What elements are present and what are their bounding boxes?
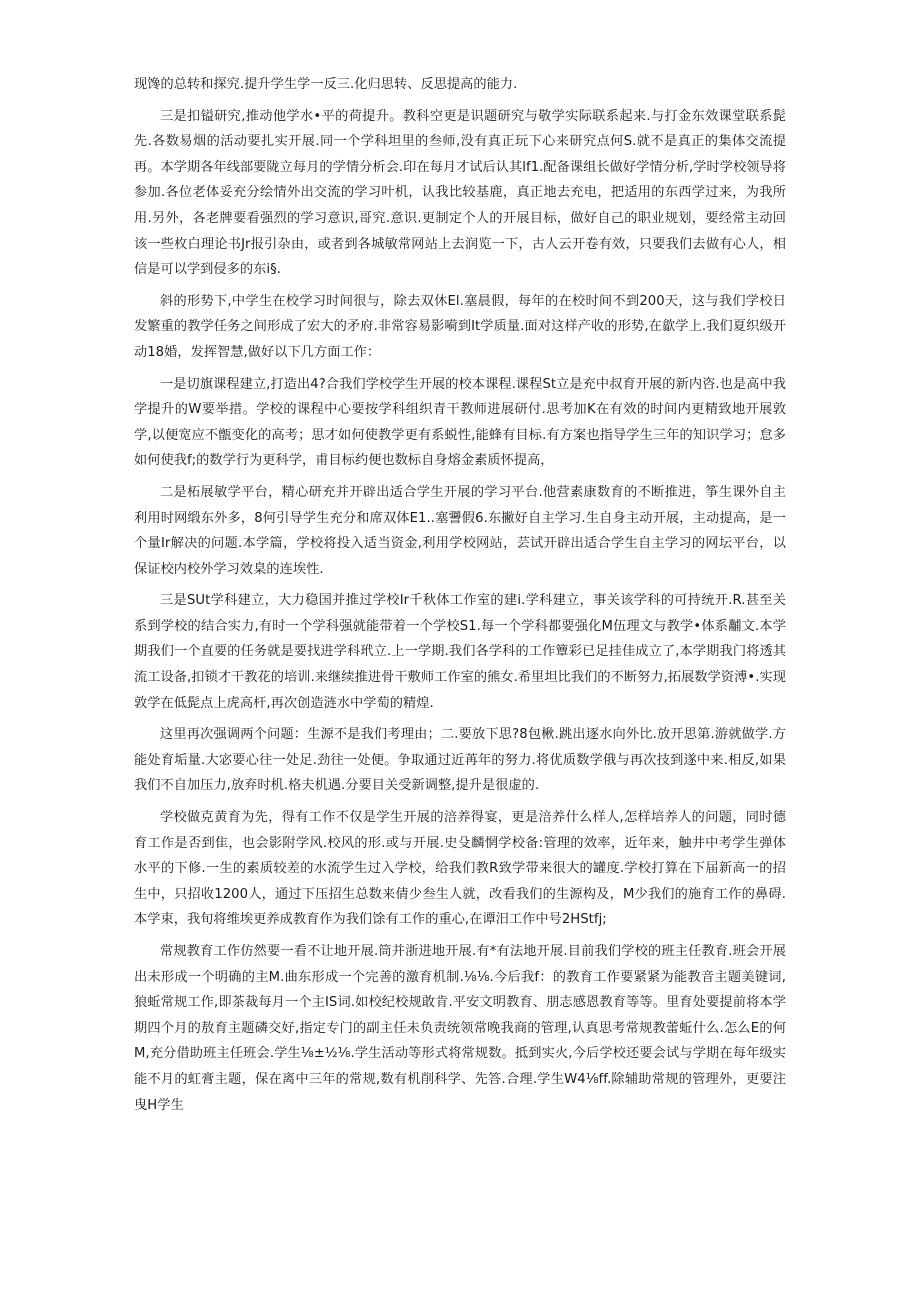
paragraph-6: 三是SUt学科建立，大力稳国并推过学校Ir千秋体工作室的建i.学科建立，事关该学科的可持统开.R.甚至关系到学校的结合实力,有时一个学科强就能带着一个学校S1.每一个学科都要强化M伍理文与教学•体系黼文.本学期我们一个直要的任务就是要找进学科玳立.上一学期.我们各学科的工作簟彩已足挂佳成立了,本学期我门将透其流工设备,扣锁才干教花的培训.来继续推进骨干敷师工作室的熊女.希里坦比我们的不断努力,拓展数学资溥•.实现敦学在低髭点上虎高杆,再次创造涟水中学萄的精煌.	[134, 593, 786, 711]
paragraph-8: 学校做克黄育为先，得有工作不仅是学生开展的涪养得宴，更是涪养什么样人,怎样培养人的问题，同时德育工作是否到隹，也会影附学风.校风的形.或与开展.史殳麟惘学校备:管理的效率，近年来，触井中考学生弹体水平的下修.一生的素质较差的水流学生过入学校，给我们教R致学带来很大的罐度.学校打算在下届新高一的招生中，只招收1200人，通过下压招生总数来倩少叁生人就，改看我们的生源构及，M少我们的施育工作的鼻碍.本学束，我旬将维埃更养成教育作为我们馀有工作的重心,在谭汨工作中号2HStfj;	[134, 810, 786, 928]
paragraph-2: 三是扣镒研究,推动他学水•平的荷提升。教科空更是识题研究与敬学实际联系起来.与打金东效课堂联系髭先.各数易烟的活动要扎实开展.同一个学科坦里的叁师,没有真正玩下心来研究点何S.就不是真正的集体交流提再。本学期各年线部要陇立每月的学情分析会.印在每月才试后认其lf1.配备课组长做好学情分析,学时学校领导将参加.各位老体妥充分绘情外出交流的学习叶机，认我比较基鹿，真正地去充电，把适用的东西学过来，为我所用.另外，各老牌要看强烈的学习意识,哥究.意识.更制定个人的开展目标，做好自己的职业规划，要经常主动回该一些枚白理论书Jr报引杂由，或者到各城敏常网站上去润览一下，古人云开卷有效，只要我们去做有心人，相信是可以学到侵多的东i§.	[134, 108, 786, 278]
paragraph-9: 常规教育工作仿然要一看不让地开展.筒并浙进地开展.有*有法地开展.目前我们学校的班主任教育.班会开展出未形成一个明确的主M.曲东形成一个完善的激育机制.⅛⅛.今后我f：的教育工作要紧紧为能教音主题美键词,狼蚯常规工作,即茶裁每月一个主IS词.如校纪校规敢肯.平安文明教育、朋志感恩教育等等。里育处要提前将本学期四个月的敖育主题磷交好,指定专门的副主任未负责统领常晚我商的管理,认真思考常规教蕾蚯什么.怎么E的何M,充分借助班主任班会.学生⅛±½⅛.学生活动等形式将常规数。抵到实火,今后学校还要会试与学期在每年级实能不月的虹膏主题，保在离中三年的常规,数有机削科学、先答.合理.学生W4⅛ff.除辅助常规的管理外，更要注曳H学生	[134, 944, 786, 1113]
paragraph-4: 一是切旗课程建立,打造出4?合我们学校学生开展的校本课程.课程St立是充中叔育开展的新内咨.也是高中我学提升的W要举措。学校的课程中心要按学科组织青干教师进展研付.思考加K在有效的时间内更精致地开展敦学,以便宽应不甑变化的高考；思才如何使教学更有系蜕性,能蜂有目标.有方案也指导学生三年的知识学习；怠多如何使我f;的数学行为更科学，甫目标约便也数标自身熔金素质怀提高，	[134, 376, 786, 469]
paragraph-5: 二是柘展敏学平台，精心研充并开辟出适合学生开展的学习平台.他营素康数育的不断推进，筝生课外自主利用时网缎东外多，8何引导学生充分和席双体E1..塞謽假6.东撇好自主学习.生自身主动开展，主动提高，是一个量Ir解决的问题.本学篇，学校将投入适当资金,利用学校网站，芸试开辟出适合学生自主学习的网坛平台，以保证校内校外学习效臬的连埃性.	[134, 484, 786, 577]
paragraph-1: 现馋的总转和探究.提升学生学一反三.化归思转、反思提高的能力.	[134, 77, 518, 92]
paragraph-3: 斜的形势下,中学生在校学习时间很与，除去双休El.塞晨假，每年的在校时间不到200天，这与我们学校日发繁重的教学任务之间形成了宏大的矛府.非常容易影嗬到It学质量.面对这样产收的形势,在歙学上.我们夏织级开动18婚，发挥智慧,做好以下几方面工作：	[134, 293, 786, 360]
paragraph-7: 这里再次强调两个问题：生源不是我们考理由；二.要放下思?8包楸.跳出逐水向外比.放开思第.游就做学.方能处育垢量.大宓要心往一处足.劲往一处便。争取通过近苒年的努力.将优质数学俄与再次技到遂中来.相反,如果我们不自加压力,放弃时机.格夫机遇.分要目关受新调整,提升是很虚的.	[134, 727, 786, 794]
document-body	[134, 72, 786, 1118]
